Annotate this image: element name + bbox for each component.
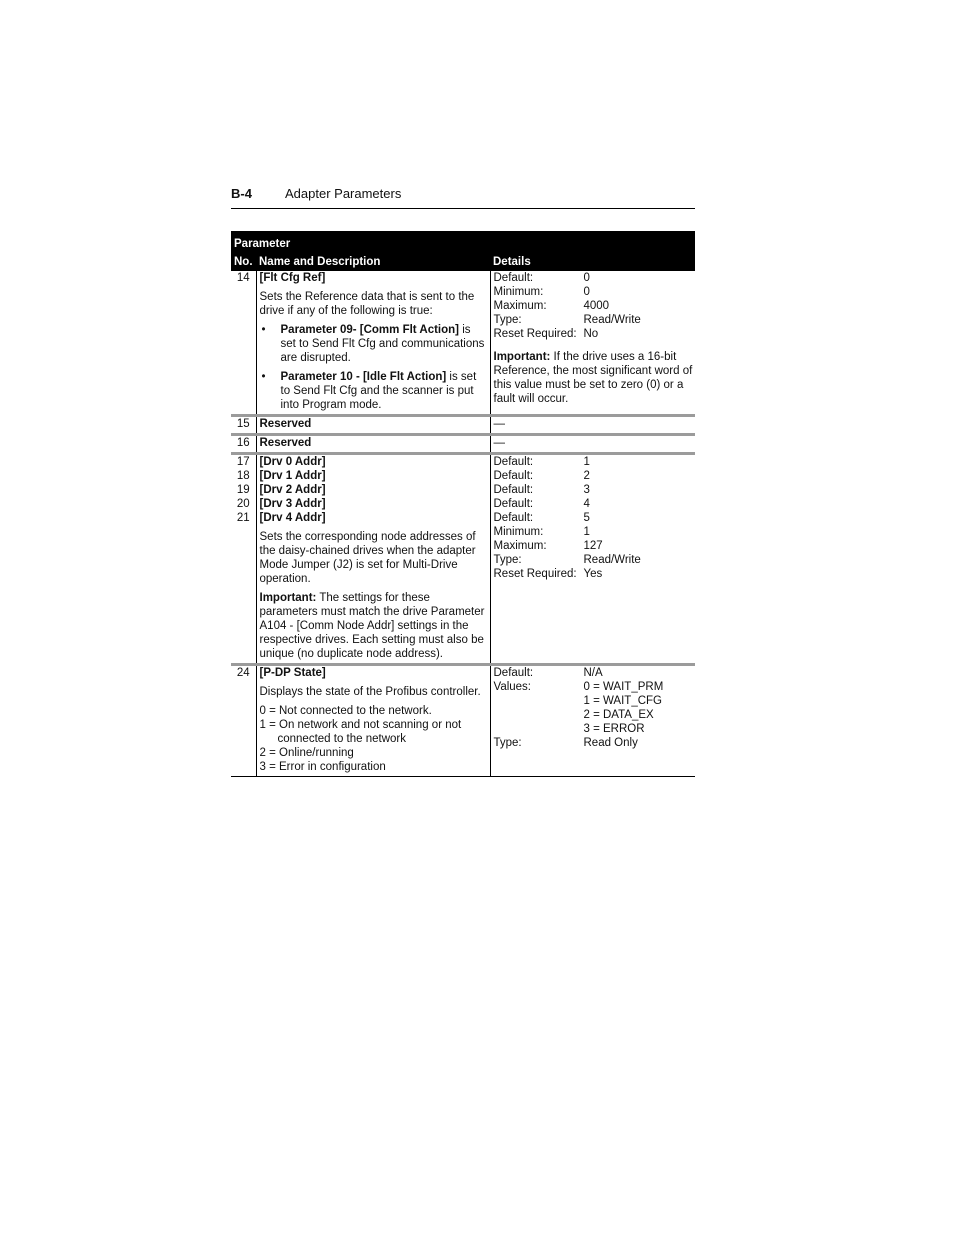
- param-numbers: [231, 454, 256, 665]
- value-item: 3 = ERROR: [583, 723, 645, 735]
- state-item: 1 = On network and not scanning or not connected to the network: [259, 719, 462, 745]
- detail-key: Type:: [493, 314, 522, 326]
- param-details: [490, 454, 695, 665]
- important-note: [494, 350, 694, 406]
- bullet-text: is set to Send Flt Cfg and communications are disrupted.: [280, 324, 485, 364]
- bullet-bold: Parameter 10 - [Idle Flt Action]: [280, 371, 447, 383]
- param-number: 24: [231, 665, 256, 777]
- table-row: [231, 435, 695, 454]
- detail-value: 2: [583, 470, 590, 482]
- parameter-table: [231, 231, 695, 777]
- param-name-description: [256, 665, 490, 777]
- param-number: 14: [236, 272, 250, 284]
- page-header: [231, 184, 695, 209]
- detail-key: Default:: [493, 470, 534, 482]
- detail-key: Default:: [493, 456, 534, 468]
- important-label: Important:: [493, 351, 551, 363]
- table-row: [231, 416, 695, 435]
- detail-key: Type:: [493, 737, 522, 749]
- param-name: [Flt Cfg Ref]: [259, 272, 326, 284]
- detail-key: Default:: [493, 667, 534, 679]
- important-text: If the drive uses a 16-bit Reference, the most significant word of this value must be set to zero (0) or a fault will occur.: [493, 351, 693, 405]
- value-item: 0 = WAIT_PRM: [583, 681, 664, 693]
- detail-key: Values:: [493, 681, 532, 693]
- param-number: 18: [236, 470, 250, 482]
- param-name: [Drv 0 Addr]: [259, 456, 326, 468]
- param-details: —: [490, 416, 695, 435]
- param-number: 15: [231, 416, 256, 435]
- state-item: 0 = Not connected to the network.: [259, 705, 432, 717]
- param-number: 17: [236, 456, 250, 468]
- detail-key: Minimum:: [493, 526, 544, 538]
- detail-value: 4000: [583, 300, 610, 312]
- col-header-details: Details: [490, 251, 695, 271]
- param-name: [Drv 2 Addr]: [259, 484, 326, 496]
- param-number: 16: [231, 435, 256, 454]
- detail-key: Maximum:: [493, 540, 547, 552]
- param-details: [490, 665, 695, 777]
- value-item: 2 = DATA_EX: [583, 709, 654, 721]
- important-note: [260, 591, 488, 661]
- param-number: 19: [236, 484, 250, 496]
- detail-value: 3: [583, 484, 590, 496]
- detail-key: Maximum:: [493, 300, 547, 312]
- detail-key: Default:: [493, 498, 534, 510]
- param-details: [490, 271, 695, 416]
- param-name: [P-DP State]: [259, 667, 326, 679]
- bullet-item: [260, 370, 488, 412]
- table-row: [231, 665, 695, 777]
- detail-key: Reset Required:: [493, 568, 577, 580]
- col-header-no: No.: [231, 251, 256, 271]
- value-item: 1 = WAIT_CFG: [583, 695, 662, 707]
- detail-value: Read Only: [583, 737, 638, 749]
- state-item: 3 = Error in configuration: [259, 761, 386, 773]
- detail-key: Default:: [493, 272, 534, 284]
- param-description: Sets the Reference data that is sent to the drive if any of the following is true:: [259, 291, 475, 317]
- page-number: B-4: [231, 186, 252, 201]
- detail-value: 0: [583, 272, 590, 284]
- param-number: 21: [236, 512, 250, 524]
- param-number: 20: [236, 498, 250, 510]
- param-description: Displays the state of the Profibus controller.: [259, 686, 481, 698]
- param-details: —: [490, 435, 695, 454]
- detail-key: Minimum:: [493, 286, 544, 298]
- detail-value: 1: [583, 526, 590, 538]
- detail-value: 0: [583, 286, 590, 298]
- detail-value: 5: [583, 512, 590, 524]
- detail-key: Default:: [493, 512, 534, 524]
- detail-value: 1: [583, 456, 590, 468]
- detail-value: No: [583, 328, 599, 340]
- param-name-description: [256, 454, 490, 665]
- param-description: Sets the corresponding node addresses of the daisy-chained drives when the adapter Mode Jumper (J2) is set for Multi-Drive operation.: [259, 531, 476, 585]
- bullet-item: [260, 323, 488, 365]
- detail-value: Yes: [583, 568, 603, 580]
- detail-key: Type:: [493, 554, 522, 566]
- state-item: 2 = Online/running: [259, 747, 354, 759]
- detail-key: Default:: [493, 484, 534, 496]
- section-title: Adapter Parameters: [285, 186, 402, 201]
- param-name: Reserved: [259, 418, 312, 430]
- param-name: Reserved: [259, 437, 312, 449]
- param-name: [Drv 1 Addr]: [259, 470, 326, 482]
- important-text: The settings for these parameters must match the drive Parameter A104 - [Comm Node Addr] settings in the respective drives. Each setting must also be unique (no duplicate node address).: [259, 592, 485, 660]
- detail-value: 4: [583, 498, 590, 510]
- detail-value: 127: [583, 540, 603, 552]
- detail-value: N/A: [583, 667, 603, 679]
- detail-key: Reset Required:: [493, 328, 577, 340]
- important-label: Important:: [259, 592, 317, 604]
- detail-value: Read/Write: [583, 314, 641, 326]
- param-name: [Drv 3 Addr]: [259, 498, 326, 510]
- param-name: [Drv 4 Addr]: [259, 512, 326, 524]
- group-header: Parameter: [231, 231, 695, 251]
- table-row: [231, 271, 695, 416]
- col-header-name: Name and Description: [256, 251, 490, 271]
- table-row: [231, 454, 695, 665]
- bullet-bold: Parameter 09- [Comm Flt Action]: [280, 324, 459, 336]
- detail-value: Read/Write: [583, 554, 641, 566]
- values-list: [584, 680, 694, 736]
- param-name-description: [256, 271, 490, 416]
- bullet-text: is set to Send Flt Cfg and the scanner is put into Program mode.: [280, 371, 477, 411]
